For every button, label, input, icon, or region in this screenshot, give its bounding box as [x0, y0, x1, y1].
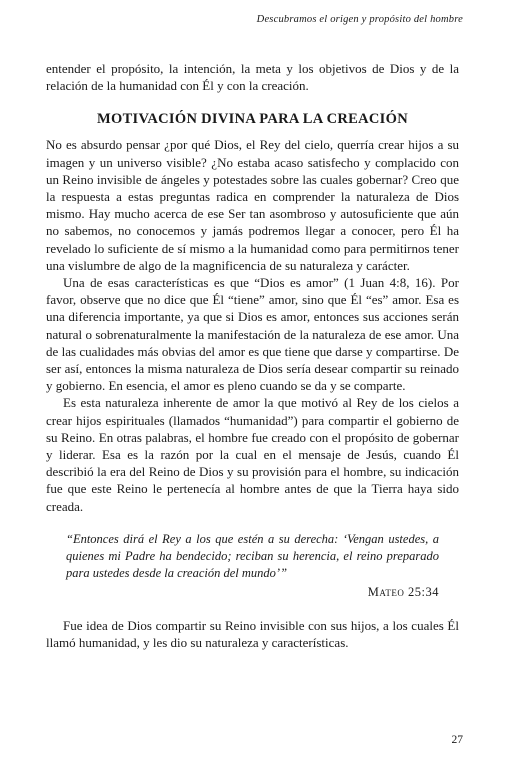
running-head: Descubramos el origen y propósito del hombre — [256, 14, 463, 25]
body-paragraph-2: Una de esas características es que “Dios es amor” (1 Juan 4:8, 16). Por favor, observe que no dice que Él “tiene” amor, sino que Él “es” amor. Esa es una diferencia importante, ya que si Dios es amor, entonces sus acciones serán natural o sobrenaturalmente la manifestación de la naturaleza de ese amor. Una de las cualidades más obvias del amor es que tiene que darse y compartirse. De ser así, entonces la misma naturaleza de Dios sería desear compartir su reinado y gobierno. En esencia, el amor es pleno cuando se da y se comparte. — [46, 275, 459, 394]
quote-text: “Entonces dirá el Rey a los que estén a su derecha: ‘Vengan ustedes, a quienes mi Padre ha bendecido; reciban su herencia, el reino preparado para ustedes desde la creación del mundo’” — [66, 531, 439, 580]
body-paragraph-3: Es esta naturaleza inherente de amor la que motivó al Rey de los cielos a crear hijos espirituales (llamados “humanidad”) para compartir el gobierno de su Reino. En otras palabras, el hombre fue creado con el propósito de gobernar y liderar. Esa es la razón por la cual en el mensaje de Jesús, cuando Él describió la era del Reino de Dios y su provisión para el hombre, su indicación fue que este Reino le pertenecía al hombre antes de que la Tierra haya sido creada. — [46, 395, 459, 514]
page-content — [46, 60, 459, 651]
section-heading: MOTIVACIÓN DIVINA PARA LA CREACIÓN — [97, 111, 408, 128]
closing-paragraph: Fue idea de Dios compartir su Reino invisible con sus hijos, a los cuales Él llamó humanidad, y les dio su naturaleza y características. — [46, 617, 459, 651]
continued-paragraph: entender el propósito, la intención, la meta y los objetivos de Dios y de la relación de la humanidad con Él y con la creación. — [46, 61, 459, 94]
scripture-quote — [66, 531, 439, 601]
body-paragraph-1: No es absurdo pensar ¿por qué Dios, el Rey del cielo, querría crear hijos a su imagen y un universo visible? ¿No estaba acaso satisfecho y complacido con un Reino invisible de ángeles y potestades sobre las cuales gobernar? Creo que la respuesta a estas preguntas radica en comprender la naturaleza de Dios mismo. Hay mucho acerca de ese Ser tan asombroso y autosuficiente que aún no sabemos, no conocemos y jamás podremos llegar a conocer, pero Él ha revelado lo suficiente de sí mismo a la humanidad como para permitirnos tener una vislumbre de algo de la magnificencia de su naturaleza y carácter. — [46, 137, 459, 273]
page-number: 27 — [451, 734, 463, 746]
quote-citation: Mateo 25:34 — [367, 584, 439, 599]
